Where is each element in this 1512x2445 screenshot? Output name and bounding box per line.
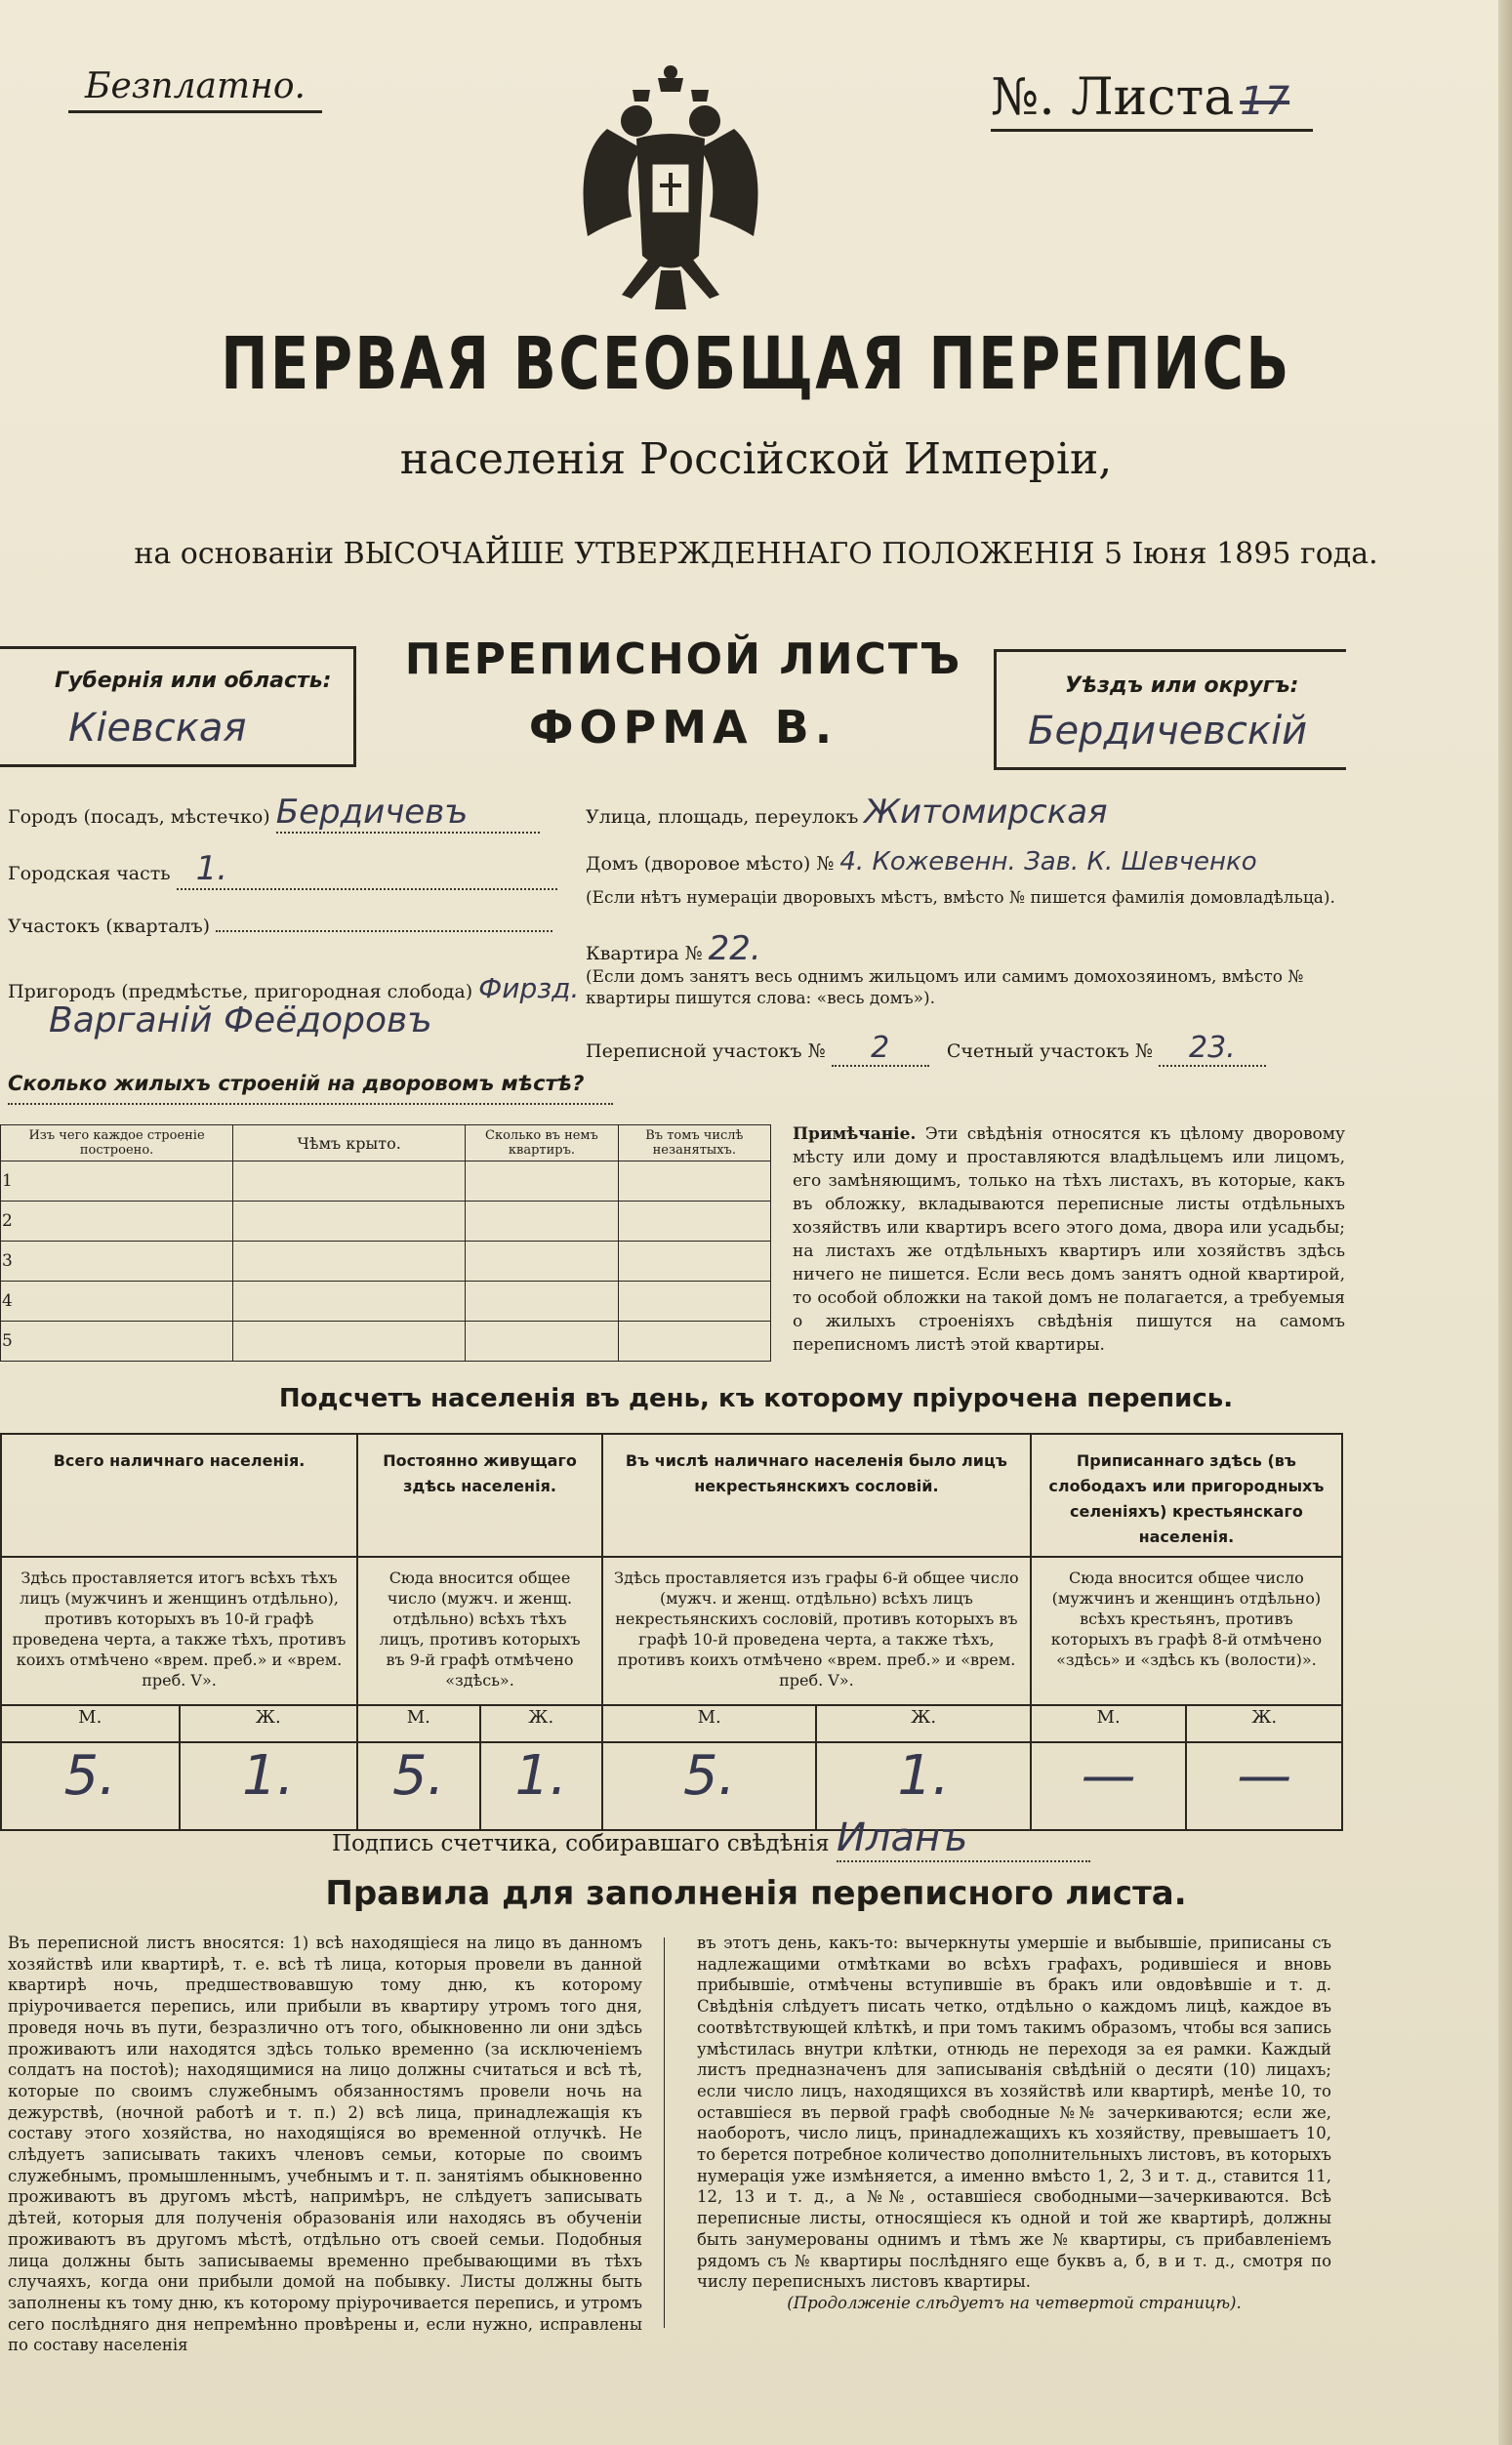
male-label: М. — [357, 1705, 479, 1742]
city-part-label: Городская часть — [8, 863, 171, 884]
precinct-value — [216, 930, 552, 932]
census-district-field — [586, 1031, 1266, 1067]
enumerator-signature-line — [332, 1815, 1090, 1862]
table-cell — [233, 1161, 466, 1202]
male-label: М. — [602, 1705, 816, 1742]
male-count: 5. — [1, 1742, 180, 1830]
enumerator-signature: Иланъ — [837, 1815, 1090, 1862]
page-subtitle: населенія Россійской Имперіи, — [399, 434, 1113, 484]
uezd-box — [994, 649, 1346, 770]
table-cell — [466, 1322, 618, 1362]
female-count: 1. — [480, 1742, 602, 1830]
rules-left-column: Въ переписной листъ вносятся: 1) всѣ находящіеся на лицо въ данномъ хозяйствѣ или квартирѣ, т. е. всѣ тѣ лица, которыя провели въ данной квартирѣ ночь, предшествовавшую тому дню, къ которому пріурочивается перепись, или прибыли въ квартиру утромъ того дня, проведя ночь въ пути, безразлично отъ того, обыкновенно ли они здѣсь проживаютъ или находятся здѣсь только временно (за исключеніемъ солдатъ на постоѣ); находящимися на лицо должны считаться и всѣ тѣ, которые по своимъ служебнымъ обязанностямъ провели ночь на дежурствѣ, (ночной работѣ и т. п.) 2) всѣ лица, принадлежащія къ составу этого хозяйства, но находящіяся во временной отлучкѣ. Не слѣдуетъ записывать такихъ членовъ семьи, которые по своимъ служебнымъ, промышленнымъ, учебнымъ и т. п. занятіямъ обыкновенно проживаютъ въ другомъ мѣстѣ, напримѣръ, не слѣдуетъ записывать дѣтей, которыя для полученія образованія или находясь въ обученіи проживаютъ въ другомъ мѣстѣ, отдѣльно отъ своей семьи. Подобныя лица должны быть записываемы временно пребывающими въ тѣхъ случаяхъ, когда они прибыли домой на побывку. Листы должны быть заполнены къ тому дню, къ которому пріурочивается перепись, и утромъ сего послѣдняго дня непремѣнно провѣрены и, если нужно, исправлены по составу населенія — [8, 1934, 642, 2355]
table-cell — [466, 1282, 618, 1322]
suburb-label: Пригородъ (предмѣстье, пригородная слобода) — [8, 981, 473, 1002]
male-label: М. — [1, 1705, 180, 1742]
table-row — [1, 1202, 771, 1242]
row-number: 4 — [1, 1282, 233, 1322]
count-column-header: Приписаннаго здѣсь (въ слободахъ или пригородныхъ селеніяхъ) крестьянскаго населенія. — [1031, 1434, 1342, 1557]
count-column-header: Всего наличнаго населенія. — [1, 1434, 357, 1557]
table-row — [1, 1322, 771, 1362]
street-label: Улица, площадь, переулокъ — [586, 806, 859, 828]
house-note: (Если нѣтъ нумераціи дворовыхъ мѣстъ, вмѣсто № пишется фамилія домовладѣльца). — [586, 888, 1335, 908]
apartment-note: (Если домъ занятъ весь однимъ жильцомъ или самимъ домохозяиномъ, вмѣсто № квартиры пишутся слова: «весь домъ»). — [586, 967, 1304, 1008]
row-number: 1 — [1, 1161, 233, 1202]
rules-right-text: въ этотъ день, какъ-то: вычеркнуты умершіе и выбывшіе, приписаны съ надлежащими отмѣтками во всѣхъ графахъ, родившіеся и вновь прибывшіе, отмѣчены вступившіе въ бракъ или овдовѣвшіе и т. д. Свѣдѣнія слѣдуетъ писать четко, отдѣльно о каждомъ лицѣ, каждое въ соотвѣтствующей клѣткѣ, и при томъ такимъ образомъ, чтобы вся запись умѣстилась внутри клѣтки, отнюдь не переходя за ея рамки. Каждый листъ предназначенъ для записыванія свѣдѣній о десяти (10) лицахъ; если число лицъ, находящихся въ хозяйствѣ или квартирѣ, менѣе 10, то оставшіеся въ первой графѣ свободные №№ зачеркиваются; если же, наоборотъ, число лицъ, принадлежащихъ къ хозяйству, превышаетъ 10, то берется потребное количество дополнительныхъ листовъ, въ которыхъ нумерація уже измѣняется, а именно вмѣсто 1, 2, 3 и т. д., ставится 11, 12, 13 и т. д., а №№, оставшіеся свободными—зачеркиваются. Всѣ переписные листы, относящіеся къ одной и той же квартирѣ, должны быть занумерованы однимъ и тѣмъ же № квартиры, съ прибавленіемъ рядомъ съ № квартиры послѣдняго еще буквъ а, б, в и т. д., смотря по числу переписныхъ листовъ квартиры. — [697, 1934, 1331, 2292]
precinct-label: Участокъ (кварталъ) — [8, 916, 211, 937]
count-column-header: Постоянно живущаго здѣсь населенія. — [357, 1434, 602, 1557]
sheet-number-value: 17 — [1240, 79, 1290, 124]
suburb-value-line2: Варганій Феёдоровъ — [49, 1000, 432, 1040]
free-label: Безплатно. — [68, 66, 322, 113]
column-divider — [664, 1937, 665, 2328]
male-count: 5. — [602, 1742, 816, 1830]
table-cell — [618, 1202, 770, 1242]
house-value: 4. Кожевенн. Зав. К. Шевченко — [839, 847, 1257, 876]
house-label: Домъ (дворовое мѣсто) № — [586, 853, 835, 875]
buildings-header: Изъ чего каждое строеніе построено. — [1, 1125, 233, 1161]
apartment-value: 22. — [708, 929, 761, 968]
table-cell — [618, 1242, 770, 1282]
gubernia-value: Кіевская — [68, 706, 247, 751]
form-title: ПЕРЕПИСНОЙ ЛИСТЪ — [404, 634, 962, 684]
population-count-title: Подсчетъ населенія въ день, къ которому пріурочена перепись. — [278, 1384, 1234, 1413]
city-part-value: 1. — [177, 849, 557, 890]
apartment-field — [586, 929, 761, 968]
row-number: 2 — [1, 1202, 233, 1242]
table-row — [1, 1242, 771, 1282]
gubernia-label: Губернія или область: — [55, 669, 332, 693]
female-label: Ж. — [816, 1705, 1030, 1742]
census-district-label: Переписной участокъ № — [586, 1040, 826, 1062]
count-column-header: Въ числѣ наличнаго населенія было лицъ некрестьянскихъ сословій. — [602, 1434, 1031, 1557]
city-part-field — [8, 849, 557, 890]
signature-label: Подпись счетчика, собиравшаго свѣдѣнія — [332, 1831, 830, 1856]
female-count: 1. — [816, 1742, 1030, 1830]
rules-right-column — [697, 1933, 1331, 2314]
table-cell — [618, 1282, 770, 1322]
legal-basis-line: на основаніи ВЫСОЧАЙШЕ УТВЕРЖДЕННАГО ПОЛОЖЕНІЯ 5 Іюня 1895 года. — [134, 537, 1378, 571]
population-count-table — [0, 1433, 1343, 1831]
table-cell — [466, 1202, 618, 1242]
counting-district-label: Счетный участокъ № — [946, 1040, 1153, 1062]
double-headed-eagle-emblem — [568, 61, 773, 324]
sheet-number-caption: №. Листа — [991, 68, 1235, 127]
count-column-description: Сюда вносится общее число (мужч. и женщ. отдѣльно) всѣхъ тѣхъ лицъ, противъ которыхъ въ 9-й графѣ отмѣчено «здѣсь». — [357, 1557, 602, 1705]
table-row — [1, 1282, 771, 1322]
table-cell — [233, 1202, 466, 1242]
female-label: Ж. — [1186, 1705, 1342, 1742]
table-cell — [233, 1282, 466, 1322]
count-column-description: Здѣсь проставляется итогъ всѣхъ тѣхъ лицъ (мужчинъ и женщинъ отдѣльно), противъ которыхъ въ 10-й графѣ проведена черта, а также тѣхъ, противъ коихъ отмѣчено «врем. преб.» и «врем. преб. V». — [1, 1557, 357, 1705]
house-field — [586, 847, 1257, 876]
note-title: Примѣчаніе. — [793, 1124, 917, 1144]
city-label: Городъ (посадъ, мѣстечко) — [8, 806, 270, 828]
census-district-value: 2 — [832, 1031, 929, 1067]
buildings-header: Въ томъ числѣ незанятыхъ. — [618, 1125, 770, 1161]
female-count: — — [1186, 1742, 1342, 1830]
note-text: Эти свѣдѣнія относятся къ цѣлому дворовому мѣсту или дому и проставляются владѣльцемъ или лицомъ, его замѣняющимъ, только на тѣхъ листахъ, въ которые, какъ въ обложку, вкладываются переписные листы отдѣльныхъ хозяйствъ или квартиръ всего этого дома, двора или усадьбы; на листахъ же отдѣльныхъ квартиръ или хозяйствъ здѣсь ничего не пишется. Если весь домъ занятъ одной квартирой, то особой обложки на такой домъ не полагается, а требуемыя о жилыхъ строеніяхъ свѣдѣнія пишутся на самомъ переписномъ листѣ этой квартиры. — [793, 1124, 1345, 1355]
page-title: ПЕРВАЯ ВСЕОБЩАЯ ПЕРЕПИСЬ — [221, 322, 1291, 406]
city-field — [8, 793, 540, 834]
city-value: Бердичевъ — [276, 793, 540, 834]
table-cell — [466, 1242, 618, 1282]
female-count: 1. — [180, 1742, 358, 1830]
street-field — [586, 793, 1108, 832]
precinct-field — [8, 916, 552, 937]
continued-note: (Продолженіе слѣдуетъ на четвертой страницѣ). — [787, 2293, 1242, 2312]
question-underline — [8, 1103, 613, 1105]
sheet-number-label — [991, 68, 1313, 132]
form-letter: ФОРМА В. — [528, 701, 838, 754]
buildings-table — [0, 1124, 771, 1362]
table-cell — [233, 1322, 466, 1362]
uezd-label: Уѣздъ или округъ: — [1065, 673, 1299, 698]
table-row — [1, 1161, 771, 1202]
rules-title: Правила для заполненія переписного листа. — [325, 1874, 1187, 1913]
female-label: Ж. — [480, 1705, 602, 1742]
suburb-value: Фирзд. — [478, 972, 580, 1004]
uezd-value: Бердичевскій — [1028, 709, 1308, 754]
apartment-label: Квартира № — [586, 943, 703, 964]
buildings-header: Чѣмъ крыто. — [233, 1125, 466, 1161]
table-cell — [466, 1161, 618, 1202]
count-column-description: Сюда вносится общее число (мужчинъ и женщинъ отдѣльно) всѣхъ крестьянъ, противъ которыхъ въ графѣ 8-й отмѣчено «здѣсь» и «здѣсь къ (волости)». — [1031, 1557, 1342, 1705]
table-cell — [233, 1242, 466, 1282]
female-label: Ж. — [180, 1705, 358, 1742]
street-value: Житомирская — [864, 793, 1108, 832]
note-paragraph — [793, 1122, 1345, 1357]
male-count: 5. — [357, 1742, 479, 1830]
male-count: — — [1031, 1742, 1187, 1830]
row-number: 5 — [1, 1322, 233, 1362]
count-column-description: Здѣсь проставляется изъ графы 6-й общее число (мужч. и женщ. отдѣльно) всѣхъ лицъ некрестьянскихъ сословій, противъ которыхъ въ графѣ 10-й проведена черта, а также тѣхъ, противъ коихъ отмѣчено «врем. преб.» и «врем. преб. V». — [602, 1557, 1031, 1705]
counting-district-value: 23. — [1159, 1031, 1266, 1067]
table-cell — [618, 1161, 770, 1202]
gubernia-box — [0, 646, 356, 767]
table-cell — [618, 1322, 770, 1362]
male-label: М. — [1031, 1705, 1187, 1742]
buildings-question: Сколько жилыхъ строеній на дворовомъ мѣстѣ? — [8, 1072, 585, 1095]
row-number: 3 — [1, 1242, 233, 1282]
buildings-header: Сколько въ немъ квартиръ. — [466, 1125, 618, 1161]
